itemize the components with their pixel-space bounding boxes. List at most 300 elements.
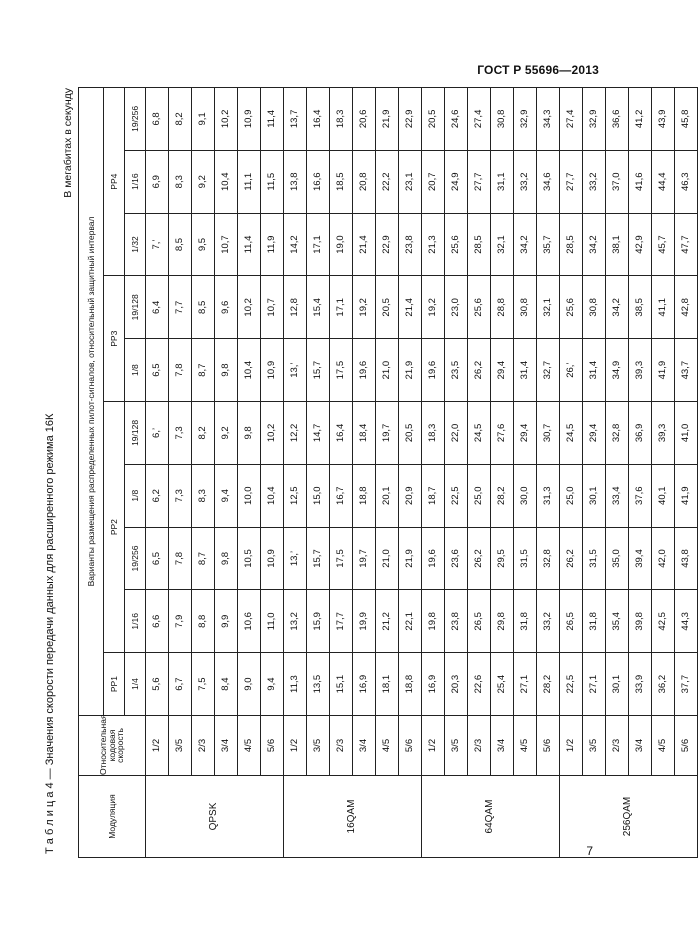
rate-value-cell: 21,0 bbox=[376, 339, 399, 402]
rate-value-cell: 30,8 bbox=[491, 87, 514, 150]
header-guard-interval: 1/8 bbox=[125, 339, 146, 402]
rate-value-cell: 26,5 bbox=[468, 590, 491, 653]
rate-value-cell: 35,7 bbox=[537, 213, 560, 276]
rate-value-cell: 23,1 bbox=[399, 150, 422, 213]
rate-value-cell: 27,6 bbox=[491, 402, 514, 465]
rate-value-cell: 25,6 bbox=[445, 213, 468, 276]
rate-value-cell: 10,9 bbox=[238, 87, 261, 150]
rate-value-cell: 8,3 bbox=[169, 150, 192, 213]
code-rate-cell: 1/2 bbox=[560, 716, 583, 776]
rate-value-cell: 9,6 bbox=[215, 276, 238, 339]
rate-value-cell: 34,6 bbox=[537, 150, 560, 213]
rate-value-cell: 41,9 bbox=[675, 464, 698, 527]
rate-value-cell: 17,7 bbox=[330, 590, 353, 653]
rate-value-cell: 12,8 bbox=[284, 276, 307, 339]
rate-value-cell: 41,2 bbox=[629, 87, 652, 150]
rate-value-cell: 28,5 bbox=[560, 213, 583, 276]
table-row bbox=[560, 87, 583, 857]
rate-value-cell: 26,2 bbox=[468, 527, 491, 590]
code-rate-cell: 2/3 bbox=[192, 716, 215, 776]
rate-value-cell: 20,1 bbox=[376, 464, 399, 527]
code-rate-cell: 1/2 bbox=[146, 716, 169, 776]
rate-value-cell: 12,2 bbox=[284, 402, 307, 465]
code-rate-cell: 5/6 bbox=[675, 716, 698, 776]
rate-value-cell: 36,2 bbox=[652, 653, 675, 716]
rate-value-cell: 33,2 bbox=[514, 150, 537, 213]
rate-value-cell: 15,7 bbox=[307, 527, 330, 590]
rate-value-cell: 18,8 bbox=[399, 653, 422, 716]
rate-value-cell: 36,9 bbox=[629, 402, 652, 465]
code-rate-cell: 3/5 bbox=[307, 716, 330, 776]
rate-value-cell: 24,6 bbox=[445, 87, 468, 150]
rate-value-cell: 9,0 bbox=[238, 653, 261, 716]
header-code-rate: Относительная кодовая скорость bbox=[79, 716, 146, 776]
rate-value-cell: 42,8 bbox=[675, 276, 698, 339]
rate-value-cell: 20,8 bbox=[353, 150, 376, 213]
rate-value-cell: 17,1 bbox=[330, 276, 353, 339]
rate-value-cell: 13,7 bbox=[284, 87, 307, 150]
table-row bbox=[192, 87, 215, 857]
rate-value-cell: 28,2 bbox=[491, 464, 514, 527]
rate-value-cell: 15,9 bbox=[307, 590, 330, 653]
rate-value-cell: 29,4 bbox=[514, 402, 537, 465]
rate-value-cell: 22,2 bbox=[376, 150, 399, 213]
table-row bbox=[537, 87, 560, 857]
rate-value-cell: 25,6 bbox=[468, 276, 491, 339]
rate-value-cell: 37,0 bbox=[606, 150, 629, 213]
code-rate-cell: 5/6 bbox=[537, 716, 560, 776]
rate-value-cell: 24,5 bbox=[468, 402, 491, 465]
rate-value-cell: 16,4 bbox=[330, 402, 353, 465]
rate-value-cell: 34,3 bbox=[537, 87, 560, 150]
rate-value-cell: 42,9 bbox=[629, 213, 652, 276]
rate-value-cell: 34,2 bbox=[514, 213, 537, 276]
header-pp-group: PP4 bbox=[104, 87, 125, 275]
rate-value-cell: 10,4 bbox=[261, 464, 284, 527]
rate-value-cell: 19,9 bbox=[353, 590, 376, 653]
table-row bbox=[652, 87, 675, 857]
rate-value-cell: 20,5 bbox=[376, 276, 399, 339]
header-pp-group: PP1 bbox=[104, 653, 125, 716]
rate-value-cell: 41,9 bbox=[652, 339, 675, 402]
rate-value-cell: 18,8 bbox=[353, 464, 376, 527]
header-guard-interval: 19/128 bbox=[125, 402, 146, 465]
table-row bbox=[445, 87, 468, 857]
rate-value-cell: 29,5 bbox=[491, 527, 514, 590]
code-rate-cell: 3/4 bbox=[215, 716, 238, 776]
rate-value-cell: 26,5 bbox=[560, 590, 583, 653]
header-pp-group: PP2 bbox=[104, 402, 125, 653]
rate-value-cell: 11,4 bbox=[238, 213, 261, 276]
rate-value-cell: 7,5 bbox=[192, 653, 215, 716]
table-row bbox=[606, 87, 629, 857]
rate-value-cell: 23,6 bbox=[445, 527, 468, 590]
table-row bbox=[399, 87, 422, 857]
rate-value-cell: 14,7 bbox=[307, 402, 330, 465]
rate-value-cell: 20,6 bbox=[353, 87, 376, 150]
rate-value-cell: 32,8 bbox=[606, 402, 629, 465]
rate-value-cell: 9,4 bbox=[261, 653, 284, 716]
rate-value-cell: 6,5 bbox=[146, 527, 169, 590]
page-number: 7 bbox=[586, 844, 593, 858]
rate-value-cell: 9,1 bbox=[192, 87, 215, 150]
rate-value-cell: 26,2 bbox=[468, 339, 491, 402]
rate-value-cell: 6,7 bbox=[169, 653, 192, 716]
rate-value-cell: 15,1 bbox=[330, 653, 353, 716]
rate-value-cell: 8,7 bbox=[192, 527, 215, 590]
rate-value-cell: 12,5 bbox=[284, 464, 307, 527]
code-rate-cell: 3/5 bbox=[169, 716, 192, 776]
rate-value-cell: 32,9 bbox=[583, 87, 606, 150]
code-rate-cell: 2/3 bbox=[468, 716, 491, 776]
rate-value-cell: 8,8 bbox=[192, 590, 215, 653]
rate-value-cell: 42,5 bbox=[652, 590, 675, 653]
modulation-cell: 16QAM bbox=[284, 776, 422, 858]
rate-value-cell: 42,0 bbox=[652, 527, 675, 590]
rate-value-cell: 31,5 bbox=[583, 527, 606, 590]
header-guard-interval: 1/8 bbox=[125, 464, 146, 527]
rate-value-cell: 21,9 bbox=[399, 339, 422, 402]
rate-value-cell: 8,7 bbox=[192, 339, 215, 402]
data-rate-table bbox=[78, 87, 698, 858]
rate-value-cell: 16,4 bbox=[307, 87, 330, 150]
rate-value-cell: 32,8 bbox=[537, 527, 560, 590]
rate-value-cell: 31,8 bbox=[583, 590, 606, 653]
rate-value-cell: 17,1 bbox=[307, 213, 330, 276]
code-rate-cell: 5/6 bbox=[261, 716, 284, 776]
rate-value-cell: 27,4 bbox=[560, 87, 583, 150]
rate-value-cell: 8,2 bbox=[192, 402, 215, 465]
rate-value-cell: 10,2 bbox=[238, 276, 261, 339]
units-note: В мегабитах в секунду bbox=[62, 88, 74, 198]
rate-value-cell: 39,8 bbox=[629, 590, 652, 653]
rate-value-cell: 6,2 bbox=[146, 464, 169, 527]
rate-value-cell: 6,6 bbox=[146, 590, 169, 653]
rate-value-cell: 22,5 bbox=[560, 653, 583, 716]
rate-value-cell: 9,8 bbox=[215, 527, 238, 590]
rate-value-cell: 31,4 bbox=[583, 339, 606, 402]
rate-value-cell: 41,1 bbox=[652, 276, 675, 339]
code-rate-cell: 3/5 bbox=[583, 716, 606, 776]
rate-value-cell: 41,0 bbox=[675, 402, 698, 465]
rate-value-cell: 31,8 bbox=[514, 590, 537, 653]
rate-value-cell: 29,4 bbox=[583, 402, 606, 465]
rate-value-cell: 25,4 bbox=[491, 653, 514, 716]
rate-value-cell: 9,5 bbox=[192, 213, 215, 276]
code-rate-cell: 1/2 bbox=[284, 716, 307, 776]
rate-value-cell: 14,2 bbox=[284, 213, 307, 276]
rate-value-cell: 29,4 bbox=[491, 339, 514, 402]
rate-value-cell: 39,3 bbox=[629, 339, 652, 402]
rate-value-cell: 18,4 bbox=[353, 402, 376, 465]
rate-value-cell: 18,3 bbox=[422, 402, 445, 465]
header-pp-group: PP3 bbox=[104, 276, 125, 402]
rate-value-cell: 10,7 bbox=[215, 213, 238, 276]
rate-value-cell: 13,’ bbox=[284, 339, 307, 402]
table-row bbox=[583, 87, 606, 857]
rotated-table-region bbox=[42, 88, 692, 858]
rate-value-cell: 10,6 bbox=[238, 590, 261, 653]
rate-value-cell: 19,7 bbox=[376, 402, 399, 465]
rate-value-cell: 8,5 bbox=[192, 276, 215, 339]
rate-value-cell: 10,2 bbox=[261, 402, 284, 465]
code-rate-cell: 2/3 bbox=[606, 716, 629, 776]
rate-value-cell: 32,1 bbox=[537, 276, 560, 339]
rate-value-cell: 27,7 bbox=[468, 150, 491, 213]
rate-value-cell: 7,3 bbox=[169, 464, 192, 527]
document-code: ГОСТ Р 55696—2013 bbox=[477, 63, 599, 77]
rate-value-cell: 44,4 bbox=[652, 150, 675, 213]
rate-value-cell: 37,6 bbox=[629, 464, 652, 527]
rate-value-cell: 20,9 bbox=[399, 464, 422, 527]
header-guard-interval: 1/4 bbox=[125, 653, 146, 716]
rate-value-cell: 8,4 bbox=[215, 653, 238, 716]
modulation-cell: 64QAM bbox=[422, 776, 560, 858]
table-row bbox=[514, 87, 537, 857]
rate-value-cell: 17,5 bbox=[330, 339, 353, 402]
header-guard-interval: 1/16 bbox=[125, 590, 146, 653]
table-row bbox=[376, 87, 399, 857]
rate-value-cell: 32,1 bbox=[491, 213, 514, 276]
modulation-cell: 256QAM bbox=[560, 776, 698, 858]
rate-value-cell: 20,3 bbox=[445, 653, 468, 716]
rate-value-cell: 43,7 bbox=[675, 339, 698, 402]
rate-value-cell: 25,6 bbox=[560, 276, 583, 339]
rate-value-cell: 19,2 bbox=[353, 276, 376, 339]
rate-value-cell: 10,4 bbox=[215, 150, 238, 213]
rate-value-cell: 9,8 bbox=[238, 402, 261, 465]
code-rate-cell: 3/4 bbox=[629, 716, 652, 776]
rate-value-cell: 31,5 bbox=[514, 527, 537, 590]
code-rate-cell: 4/5 bbox=[238, 716, 261, 776]
table-row bbox=[491, 87, 514, 857]
table-row bbox=[353, 87, 376, 857]
rate-value-cell: 28,2 bbox=[537, 653, 560, 716]
rate-value-cell: 20,5 bbox=[399, 402, 422, 465]
rate-value-cell: 19,6 bbox=[422, 339, 445, 402]
rate-value-cell: 20,7 bbox=[422, 150, 445, 213]
rate-value-cell: 5,6 bbox=[146, 653, 169, 716]
header-guard-interval: 1/32 bbox=[125, 213, 146, 276]
rate-value-cell: 31,3 bbox=[537, 464, 560, 527]
code-rate-cell: 4/5 bbox=[376, 716, 399, 776]
header-guard-interval: 19/256 bbox=[125, 527, 146, 590]
rate-value-cell: 6,5 bbox=[146, 339, 169, 402]
rate-value-cell: 21,3 bbox=[422, 213, 445, 276]
rate-value-cell: 30,1 bbox=[583, 464, 606, 527]
rate-value-cell: 46,3 bbox=[675, 150, 698, 213]
rate-value-cell: 19,2 bbox=[422, 276, 445, 339]
code-rate-cell: 5/6 bbox=[399, 716, 422, 776]
rate-value-cell: 32,7 bbox=[537, 339, 560, 402]
rate-value-cell: 21,4 bbox=[399, 276, 422, 339]
rate-value-cell: 13,’ bbox=[284, 527, 307, 590]
rate-value-cell: 43,8 bbox=[675, 527, 698, 590]
table-row bbox=[169, 87, 192, 857]
rate-value-cell: 31,1 bbox=[491, 150, 514, 213]
rate-value-cell: 19,7 bbox=[353, 527, 376, 590]
rate-value-cell: 10,0 bbox=[238, 464, 261, 527]
rate-value-cell: 26,2 bbox=[560, 527, 583, 590]
rate-value-cell: 9,9 bbox=[215, 590, 238, 653]
rate-value-cell: 32,9 bbox=[514, 87, 537, 150]
table-caption: Т а б л и ц а 4 — Значения скорости передачи данных для расширенного режима 16К bbox=[44, 413, 56, 854]
rate-value-cell: 35,0 bbox=[606, 527, 629, 590]
rate-value-cell: 47,7 bbox=[675, 213, 698, 276]
rate-value-cell: 6,4 bbox=[146, 276, 169, 339]
rate-value-cell: 24,9 bbox=[445, 150, 468, 213]
rate-value-cell: 20,5 bbox=[422, 87, 445, 150]
rate-value-cell: 30,8 bbox=[583, 276, 606, 339]
rate-value-cell: 19,6 bbox=[422, 527, 445, 590]
table-row bbox=[284, 87, 307, 857]
header-guard-interval: 19/128 bbox=[125, 276, 146, 339]
rate-value-cell: 21,2 bbox=[376, 590, 399, 653]
code-rate-cell: 3/4 bbox=[353, 716, 376, 776]
rate-value-cell: 11,5 bbox=[261, 150, 284, 213]
rate-value-cell: 13,5 bbox=[307, 653, 330, 716]
rate-value-cell: 25,0 bbox=[560, 464, 583, 527]
rate-value-cell: 7,9 bbox=[169, 590, 192, 653]
rate-value-cell: 36,6 bbox=[606, 87, 629, 150]
rate-value-cell: 10,2 bbox=[215, 87, 238, 150]
rate-value-cell: 24,5 bbox=[560, 402, 583, 465]
code-rate-cell: 3/5 bbox=[445, 716, 468, 776]
rate-value-cell: 34,2 bbox=[606, 276, 629, 339]
rate-value-cell: 28,5 bbox=[468, 213, 491, 276]
rate-value-cell: 23,8 bbox=[399, 213, 422, 276]
rate-value-cell: 16,6 bbox=[307, 150, 330, 213]
rate-value-cell: 28,8 bbox=[491, 276, 514, 339]
rate-value-cell: 19,8 bbox=[422, 590, 445, 653]
rate-value-cell: 6,8 bbox=[146, 87, 169, 150]
rate-value-cell: 10,4 bbox=[238, 339, 261, 402]
header-guard-interval: 1/16 bbox=[125, 150, 146, 213]
rate-value-cell: 18,3 bbox=[330, 87, 353, 150]
rate-value-cell: 22,9 bbox=[399, 87, 422, 150]
rate-value-cell: 11,3 bbox=[284, 653, 307, 716]
rate-value-cell: 45,8 bbox=[675, 87, 698, 150]
rate-value-cell: 9,8 bbox=[215, 339, 238, 402]
rate-value-cell: 7,’ bbox=[146, 213, 169, 276]
rate-value-cell: 7,8 bbox=[169, 339, 192, 402]
rate-value-cell: 34,2 bbox=[583, 213, 606, 276]
rate-value-cell: 8,3 bbox=[192, 464, 215, 527]
rate-value-cell: 43,9 bbox=[652, 87, 675, 150]
rate-value-cell: 16,9 bbox=[422, 653, 445, 716]
table-row bbox=[215, 87, 238, 857]
rate-value-cell: 39,3 bbox=[652, 402, 675, 465]
rate-value-cell: 21,4 bbox=[353, 213, 376, 276]
rate-value-cell: 13,8 bbox=[284, 150, 307, 213]
code-rate-cell: 4/5 bbox=[652, 716, 675, 776]
rate-value-cell: 30,7 bbox=[537, 402, 560, 465]
rate-value-cell: 22,9 bbox=[376, 213, 399, 276]
rate-value-cell: 27,7 bbox=[560, 150, 583, 213]
rate-value-cell: 9,2 bbox=[192, 150, 215, 213]
rate-value-cell: 30,1 bbox=[606, 653, 629, 716]
header-pilot-variants: Варианты размещения распределенных пилот-сигналов, относительный защитный интервал bbox=[79, 87, 104, 715]
rate-value-cell: 27,1 bbox=[583, 653, 606, 716]
table-row bbox=[261, 87, 284, 857]
rate-value-cell: 9,2 bbox=[215, 402, 238, 465]
rate-value-cell: 15,4 bbox=[307, 276, 330, 339]
code-rate-cell: 2/3 bbox=[330, 716, 353, 776]
rate-value-cell: 11,9 bbox=[261, 213, 284, 276]
code-rate-cell: 3/4 bbox=[491, 716, 514, 776]
rate-value-cell: 15,0 bbox=[307, 464, 330, 527]
table-row bbox=[629, 87, 652, 857]
rate-value-cell: 37,7 bbox=[675, 653, 698, 716]
rate-value-cell: 18,5 bbox=[330, 150, 353, 213]
rate-value-cell: 45,7 bbox=[652, 213, 675, 276]
rate-value-cell: 34,9 bbox=[606, 339, 629, 402]
rate-value-cell: 35,4 bbox=[606, 590, 629, 653]
table-row bbox=[675, 87, 698, 857]
rate-value-cell: 11,1 bbox=[238, 150, 261, 213]
rate-value-cell: 30,8 bbox=[514, 276, 537, 339]
table-row bbox=[422, 87, 445, 857]
rate-value-cell: 17,5 bbox=[330, 527, 353, 590]
rate-value-cell: 11,0 bbox=[261, 590, 284, 653]
rate-value-cell: 7,8 bbox=[169, 527, 192, 590]
rate-value-cell: 10,9 bbox=[261, 527, 284, 590]
rate-value-cell: 30,0 bbox=[514, 464, 537, 527]
rate-value-cell: 19,6 bbox=[353, 339, 376, 402]
rate-value-cell: 21,9 bbox=[399, 527, 422, 590]
rate-value-cell: 6,9 bbox=[146, 150, 169, 213]
rate-value-cell: 25,0 bbox=[468, 464, 491, 527]
header-modulation: Модуляция bbox=[79, 776, 146, 858]
rate-value-cell: 44,3 bbox=[675, 590, 698, 653]
rate-value-cell: 23,5 bbox=[445, 339, 468, 402]
table-row bbox=[238, 87, 261, 857]
rate-value-cell: 8,5 bbox=[169, 213, 192, 276]
table-row bbox=[330, 87, 353, 857]
rate-value-cell: 41,6 bbox=[629, 150, 652, 213]
rate-value-cell: 19,0 bbox=[330, 213, 353, 276]
rate-value-cell: 22,1 bbox=[399, 590, 422, 653]
rate-value-cell: 7,3 bbox=[169, 402, 192, 465]
rate-value-cell: 6,’ bbox=[146, 402, 169, 465]
rate-value-cell: 33,2 bbox=[537, 590, 560, 653]
rate-value-cell: 10,7 bbox=[261, 276, 284, 339]
rate-value-cell: 27,1 bbox=[514, 653, 537, 716]
table-row bbox=[468, 87, 491, 857]
rate-value-cell: 16,9 bbox=[353, 653, 376, 716]
rate-value-cell: 16,7 bbox=[330, 464, 353, 527]
rate-value-cell: 9,4 bbox=[215, 464, 238, 527]
rate-value-cell: 38,1 bbox=[606, 213, 629, 276]
code-rate-cell: 1/2 bbox=[422, 716, 445, 776]
rate-value-cell: 13,2 bbox=[284, 590, 307, 653]
rate-value-cell: 27,4 bbox=[468, 87, 491, 150]
rate-value-cell: 11,4 bbox=[261, 87, 284, 150]
rate-value-cell: 22,6 bbox=[468, 653, 491, 716]
rate-value-cell: 33,2 bbox=[583, 150, 606, 213]
rate-value-cell: 21,0 bbox=[376, 527, 399, 590]
rate-value-cell: 18,7 bbox=[422, 464, 445, 527]
rate-value-cell: 15,7 bbox=[307, 339, 330, 402]
rate-value-cell: 33,9 bbox=[629, 653, 652, 716]
rate-value-cell: 10,9 bbox=[261, 339, 284, 402]
table-row bbox=[146, 87, 169, 857]
rate-value-cell: 26,’ bbox=[560, 339, 583, 402]
rate-value-cell: 7,7 bbox=[169, 276, 192, 339]
header-guard-interval: 19/256 bbox=[125, 87, 146, 150]
rate-value-cell: 29,8 bbox=[491, 590, 514, 653]
rate-value-cell: 38,5 bbox=[629, 276, 652, 339]
